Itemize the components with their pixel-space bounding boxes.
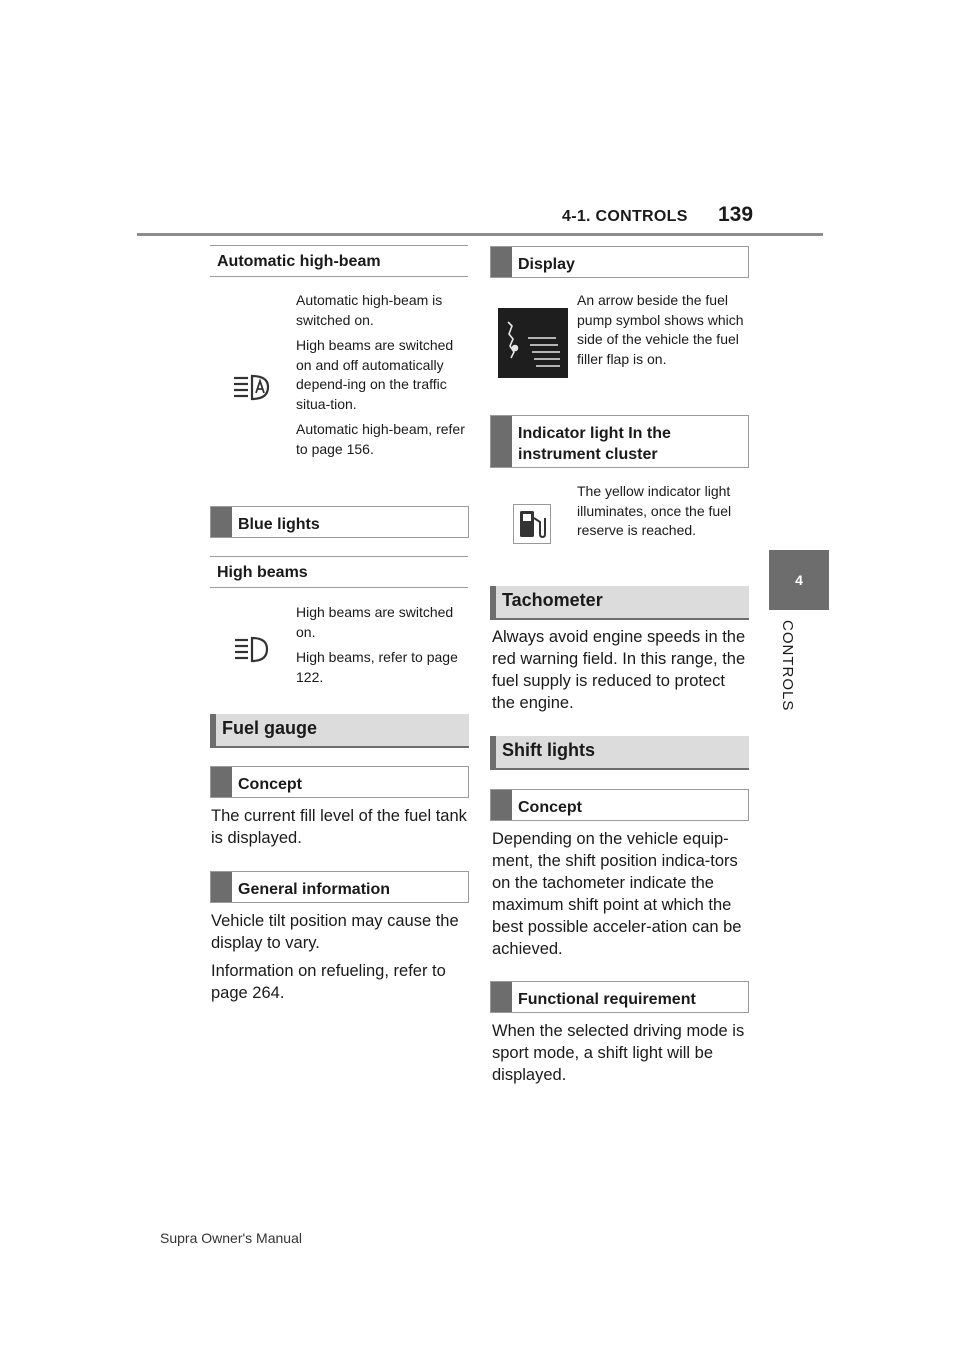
heading-text: Tachometer xyxy=(502,590,603,610)
header-rule xyxy=(137,233,823,236)
heading-shift-lights xyxy=(490,736,749,770)
chapter-label: CONTROLS xyxy=(779,620,796,712)
paragraph: When the selected driving mode is sport mode, a shift light will be displayed. xyxy=(492,1022,745,1084)
fuel-display-icon xyxy=(498,308,568,378)
paragraph: High beams, refer to page 122. xyxy=(296,649,458,685)
footer-manual-title: Supra Owner's Manual xyxy=(160,1230,302,1246)
heading-fuel-gauge xyxy=(210,714,469,748)
display-text xyxy=(577,291,747,375)
page-number: 139 xyxy=(718,203,754,226)
paragraph: The current fill level of the fuel tank is displayed. xyxy=(211,807,467,847)
auto-high-beam-icon xyxy=(232,373,270,403)
heading-bar xyxy=(491,247,512,277)
heading-blue-lights xyxy=(210,506,469,538)
paragraph: Always avoid engine speeds in the red warning field. In this range, the fuel supply is reduced to protect the engine. xyxy=(492,628,746,712)
functional-requirement-text xyxy=(492,1020,752,1092)
paragraph: The yellow indicator light illuminates, once the fuel reserve is reached. xyxy=(577,483,732,538)
heading-text: Display xyxy=(518,256,575,273)
chapter-number: 4 xyxy=(795,572,803,588)
heading-bar xyxy=(211,872,232,902)
heading-functional-requirement xyxy=(490,981,749,1013)
heading-automatic-high-beam: Automatic high-beam xyxy=(210,245,468,277)
heading-indicator-light xyxy=(490,415,749,468)
tachometer-text xyxy=(492,626,752,720)
high-beams-text xyxy=(296,603,466,693)
heading-text: Blue lights xyxy=(238,516,320,533)
heading-text: General information xyxy=(238,881,391,898)
heading-display xyxy=(490,246,749,278)
heading-bar xyxy=(211,507,232,537)
heading-text: Functional requirement xyxy=(518,991,696,1008)
paragraph: Automatic high-beam is switched on. xyxy=(296,292,443,328)
heading-high-beams: High beams xyxy=(210,556,468,588)
section-title: 4-1. CONTROLS xyxy=(562,208,688,225)
paragraph: High beams are switched on and off automatically depend-ing on the traffic situa-tion. xyxy=(296,337,454,412)
heading-concept xyxy=(210,766,469,798)
chapter-tab[interactable] xyxy=(769,550,829,610)
heading-text: Shift lights xyxy=(502,740,595,760)
high-beam-icon xyxy=(233,636,269,664)
heading-tachometer xyxy=(490,586,749,620)
paragraph: Automatic high-beam, refer to page 156. xyxy=(296,421,465,457)
indicator-text xyxy=(577,482,747,547)
heading-text: Fuel gauge xyxy=(222,718,318,738)
heading-bar xyxy=(491,416,512,467)
heading-text: Concept xyxy=(238,776,302,793)
heading-concept-shift xyxy=(490,789,749,821)
paragraph: An arrow beside the fuel pump symbol shows which side of the vehicle the fuel filler flap is on. xyxy=(577,292,744,367)
heading-text: Concept xyxy=(518,799,582,816)
fuel-pump-icon xyxy=(513,504,551,544)
concept-text xyxy=(211,805,471,855)
heading-bar xyxy=(491,790,512,820)
heading-bar xyxy=(211,767,232,797)
paragraph: Vehicle tilt position may cause the display to vary. xyxy=(211,912,459,952)
paragraph: Information on refueling, refer to page 264. xyxy=(211,962,446,1002)
heading-bar xyxy=(491,982,512,1012)
heading-general-information xyxy=(210,871,469,903)
heading-text: Indicator light In the instrument cluster xyxy=(518,425,671,463)
auto-high-beam-text xyxy=(296,291,466,465)
concept-shift-text xyxy=(492,828,752,966)
general-information-text xyxy=(211,910,471,1010)
paragraph: Depending on the vehicle equip-ment, the shift position indica-tors on the tachometer indicate the maximum shift point at which the best possible acceler-ation can be achieved. xyxy=(492,830,742,958)
paragraph: High beams are switched on. xyxy=(296,604,454,640)
